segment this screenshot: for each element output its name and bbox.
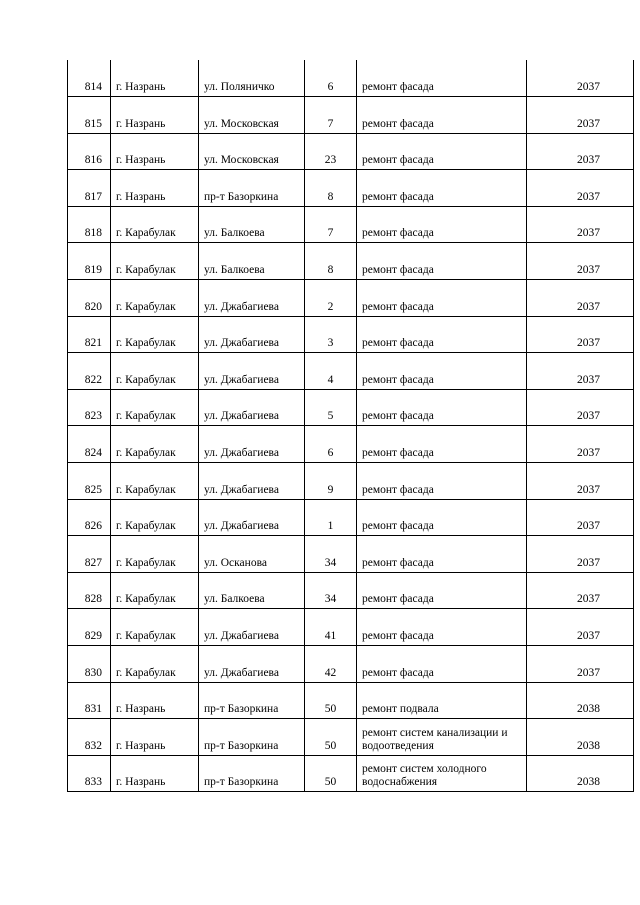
work-type-cell: ремонт фасада [357,353,527,390]
city-cell: г. Назрань [111,682,199,719]
row-number-cell: 818 [68,206,111,243]
street-cell: ул. Осканова [199,536,305,573]
row-number-cell: 824 [68,426,111,463]
city-cell: г. Назрань [111,170,199,207]
year-cell: 2037 [527,280,634,317]
work-type-cell: ремонт фасада [357,572,527,609]
work-type-cell: ремонт систем канализации и водоотведения [357,719,527,756]
street-cell: ул. Джабагиева [199,280,305,317]
house-number-cell: 8 [305,170,357,207]
house-number-cell: 7 [305,206,357,243]
row-number-cell: 815 [68,97,111,134]
city-cell: г. Назрань [111,97,199,134]
year-cell: 2037 [527,389,634,426]
table-row [68,316,634,353]
house-number-cell: 6 [305,60,357,97]
work-type-cell: ремонт фасада [357,609,527,646]
street-cell: ул. Джабагиева [199,389,305,426]
street-cell: пр-т Базоркина [199,170,305,207]
city-cell: г. Назрань [111,133,199,170]
table-row [68,536,634,573]
street-cell: ул. Балкоева [199,572,305,609]
city-cell: г. Карабулак [111,389,199,426]
row-number-cell: 816 [68,133,111,170]
street-cell: ул. Поляничко [199,60,305,97]
year-cell: 2037 [527,97,634,134]
city-cell: г. Карабулак [111,280,199,317]
row-number-cell: 831 [68,682,111,719]
year-cell: 2037 [527,646,634,683]
year-cell: 2037 [527,170,634,207]
street-cell: ул. Джабагиева [199,646,305,683]
table-row [68,463,634,500]
row-number-cell: 833 [68,755,111,792]
year-cell: 2037 [527,60,634,97]
street-cell: ул. Балкоева [199,243,305,280]
work-type-cell: ремонт систем холодного водоснабжения [357,755,527,792]
house-number-cell: 50 [305,719,357,756]
year-cell: 2038 [527,719,634,756]
city-cell: г. Карабулак [111,206,199,243]
work-type-cell: ремонт фасада [357,97,527,134]
year-cell: 2037 [527,426,634,463]
row-number-cell: 817 [68,170,111,207]
work-type-cell: ремонт подвала [357,682,527,719]
house-number-cell: 34 [305,572,357,609]
row-number-cell: 821 [68,316,111,353]
table-row [68,389,634,426]
table-row [68,97,634,134]
row-number-cell: 822 [68,353,111,390]
work-type-cell: ремонт фасада [357,170,527,207]
street-cell: ул. Джабагиева [199,499,305,536]
work-type-cell: ремонт фасада [357,60,527,97]
table-row [68,243,634,280]
city-cell: г. Назрань [111,719,199,756]
house-number-cell: 9 [305,463,357,500]
street-cell: ул. Джабагиева [199,609,305,646]
house-number-cell: 3 [305,316,357,353]
street-cell: ул. Джабагиева [199,353,305,390]
work-type-cell: ремонт фасада [357,536,527,573]
city-cell: г. Карабулак [111,572,199,609]
house-number-cell: 50 [305,682,357,719]
work-type-cell: ремонт фасада [357,463,527,500]
work-type-cell: ремонт фасада [357,646,527,683]
table-row [68,133,634,170]
year-cell: 2037 [527,133,634,170]
street-cell: пр-т Базоркина [199,755,305,792]
city-cell: г. Карабулак [111,353,199,390]
city-cell: г. Назрань [111,60,199,97]
table-row [68,682,634,719]
table-row [68,646,634,683]
row-number-cell: 832 [68,719,111,756]
row-number-cell: 825 [68,463,111,500]
table-body [68,60,634,792]
city-cell: г. Карабулак [111,499,199,536]
row-number-cell: 820 [68,280,111,317]
work-type-cell: ремонт фасада [357,243,527,280]
street-cell: пр-т Базоркина [199,682,305,719]
house-number-cell: 41 [305,609,357,646]
year-cell: 2037 [527,316,634,353]
street-cell: ул. Московская [199,97,305,134]
table-row [68,755,634,792]
street-cell: ул. Балкоева [199,206,305,243]
work-type-cell: ремонт фасада [357,389,527,426]
street-cell: ул. Джабагиева [199,316,305,353]
work-type-cell: ремонт фасада [357,206,527,243]
city-cell: г. Карабулак [111,646,199,683]
house-number-cell: 1 [305,499,357,536]
house-number-cell: 5 [305,389,357,426]
table-row [68,609,634,646]
row-number-cell: 819 [68,243,111,280]
house-number-cell: 8 [305,243,357,280]
year-cell: 2037 [527,572,634,609]
work-type-cell: ремонт фасада [357,316,527,353]
table-row [68,60,634,97]
city-cell: г. Карабулак [111,463,199,500]
city-cell: г. Карабулак [111,243,199,280]
row-number-cell: 823 [68,389,111,426]
repair-schedule-table [67,60,634,792]
year-cell: 2037 [527,243,634,280]
year-cell: 2037 [527,536,634,573]
city-cell: г. Карабулак [111,536,199,573]
house-number-cell: 4 [305,353,357,390]
row-number-cell: 828 [68,572,111,609]
table-row [68,499,634,536]
street-cell: ул. Джабагиева [199,463,305,500]
year-cell: 2037 [527,206,634,243]
city-cell: г. Карабулак [111,426,199,463]
street-cell: пр-т Базоркина [199,719,305,756]
table-row [68,572,634,609]
city-cell: г. Карабулак [111,609,199,646]
city-cell: г. Назрань [111,755,199,792]
house-number-cell: 7 [305,97,357,134]
work-type-cell: ремонт фасада [357,133,527,170]
house-number-cell: 6 [305,426,357,463]
row-number-cell: 826 [68,499,111,536]
house-number-cell: 42 [305,646,357,683]
table-row [68,206,634,243]
row-number-cell: 830 [68,646,111,683]
table-row [68,426,634,463]
city-cell: г. Карабулак [111,316,199,353]
year-cell: 2037 [527,609,634,646]
house-number-cell: 2 [305,280,357,317]
street-cell: ул. Московская [199,133,305,170]
house-number-cell: 34 [305,536,357,573]
work-type-cell: ремонт фасада [357,280,527,317]
work-type-cell: ремонт фасада [357,426,527,463]
table-row [68,353,634,390]
table-row [68,719,634,756]
house-number-cell: 50 [305,755,357,792]
year-cell: 2038 [527,682,634,719]
year-cell: 2037 [527,353,634,390]
row-number-cell: 829 [68,609,111,646]
street-cell: ул. Джабагиева [199,426,305,463]
table-row [68,280,634,317]
row-number-cell: 827 [68,536,111,573]
house-number-cell: 23 [305,133,357,170]
table-row [68,170,634,207]
work-type-cell: ремонт фасада [357,499,527,536]
year-cell: 2038 [527,755,634,792]
row-number-cell: 814 [68,60,111,97]
year-cell: 2037 [527,463,634,500]
year-cell: 2037 [527,499,634,536]
